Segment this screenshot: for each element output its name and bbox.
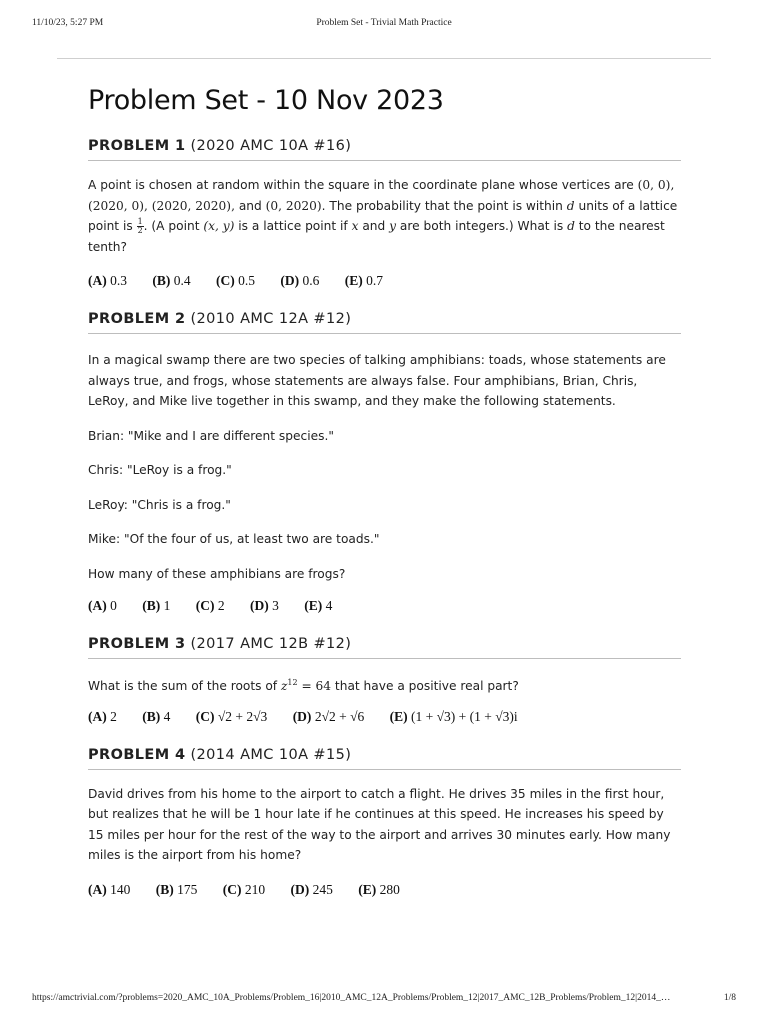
math-vertex: (0, 2020) [265, 198, 322, 213]
choice-value: 0.6 [302, 273, 320, 288]
problem-statement [88, 673, 681, 697]
answer-choices [88, 709, 681, 725]
answer-choice [250, 598, 279, 614]
choice-value: 3 [272, 598, 279, 613]
problem-1 [88, 136, 681, 289]
choice-label: (B) [155, 881, 174, 897]
fraction-denominator: 2 [137, 226, 143, 235]
answer-choice [152, 273, 190, 289]
text: . The probability that the point is within [321, 198, 567, 213]
choice-label: (E) [344, 273, 363, 288]
choice-value: 2 [110, 708, 117, 724]
answer-choice [291, 882, 333, 898]
choice-label: (E) [389, 708, 408, 724]
text: What is the sum of the roots of [88, 679, 281, 693]
choice-value: √2 + 2√3 [217, 708, 268, 724]
top-divider [57, 58, 711, 59]
choice-label: (D) [290, 881, 310, 897]
answer-choice [156, 882, 198, 898]
statement-brian: Brian: "Mike and I are different species." [88, 428, 334, 443]
problem-heading [88, 745, 681, 770]
choice-value: 1 [163, 598, 171, 613]
text: and [234, 198, 266, 213]
math-exponent: 12 [287, 678, 298, 687]
answer-choices [88, 882, 681, 898]
problem-heading [88, 136, 681, 161]
choice-label: (A) [88, 708, 107, 724]
problem-statement [88, 175, 681, 257]
problem-heading [88, 309, 681, 334]
choice-label: (D) [280, 273, 300, 288]
choice-value: 2√2 + √6 [314, 708, 365, 724]
math-var: d [566, 198, 575, 213]
choice-label: (A) [88, 881, 107, 897]
problem-set-content [88, 80, 681, 898]
statement-chris: Chris: "LeRoy is a frog." [88, 463, 232, 477]
math-equation: = 64 [297, 679, 332, 693]
choice-value: 0 [110, 598, 117, 613]
choice-label: (C) [222, 881, 242, 897]
math-vertices: (0, 0), (2020, 0), (2020, 2020), [88, 178, 675, 213]
text: . (A point [143, 219, 204, 233]
choice-value: 245 [312, 881, 333, 897]
answer-choices [88, 598, 681, 614]
choice-label: (E) [358, 881, 377, 897]
answer-choice [358, 882, 400, 898]
text: to the nearest tenth? [88, 219, 665, 254]
choice-value: (1 + √3) + (1 + √3)i [411, 708, 518, 724]
answer-choices [88, 273, 681, 289]
math-var: z [280, 679, 288, 693]
problem-2 [88, 309, 681, 614]
text: units of a lattice point is [88, 198, 678, 233]
choice-label: (A) [88, 598, 107, 613]
text: A point is chosen at random within the square in the coordinate plane whose vertices are [88, 178, 638, 192]
answer-choice [280, 273, 319, 289]
choice-label: (D) [250, 598, 269, 613]
print-datetime: 11/10/23, 5:27 PM [32, 18, 104, 28]
problem-question: How many of these amphibians are frogs? [88, 566, 346, 581]
choice-value: 0.4 [173, 273, 191, 288]
choice-label: (C) [195, 598, 215, 613]
statement-mike: Mike: "Of the four of us, at least two are toads." [88, 532, 380, 546]
problem-3 [88, 634, 681, 725]
answer-choice [345, 273, 383, 289]
choice-value: 4 [163, 708, 171, 724]
answer-choice [304, 598, 332, 614]
choice-label: (B) [142, 708, 161, 724]
choice-value: 0.5 [238, 273, 255, 288]
problem-source: (2014 AMC 10A #15) [190, 746, 352, 763]
answer-choice [88, 882, 130, 898]
choice-label: (C) [195, 708, 215, 724]
choice-label: (B) [152, 273, 171, 288]
answer-choice [223, 882, 265, 898]
answer-choice [142, 709, 170, 725]
answer-choice [293, 709, 365, 725]
text: and [358, 219, 390, 233]
math-var: x [351, 219, 359, 233]
problem-4 [88, 745, 681, 898]
print-doc-title: Problem Set - Trivial Math Practice [316, 18, 452, 28]
statement-leroy: LeRoy: "Chris is a frog." [88, 497, 231, 512]
problem-heading [88, 634, 681, 659]
choice-label: (D) [292, 708, 312, 724]
problem-source: (2020 AMC 10A #16) [190, 138, 352, 154]
problem-number: PROBLEM 4 [88, 746, 186, 763]
problem-number: PROBLEM 3 [88, 636, 186, 652]
page-number: 1/8 [723, 993, 736, 1003]
fraction-numerator: 1 [137, 217, 143, 226]
choice-value: 140 [110, 881, 131, 897]
answer-choice [390, 709, 518, 725]
choice-value: 280 [379, 881, 400, 897]
math-var: y [389, 219, 397, 233]
choice-value: 210 [244, 881, 266, 897]
answer-choice [196, 598, 225, 614]
text: are both integers.) What is [396, 219, 568, 233]
problem-statement: In a magical swamp there are two species of talking amphibians: toads, whose statements are always true, and frogs, whose statements are always false. Four amphibians, Brian, Chris, LeRoy, and Mike live together in this swamp, and they make the following statements. [88, 353, 666, 408]
answer-choice [88, 709, 117, 725]
choice-value: 2 [217, 598, 225, 613]
problem-source: (2017 AMC 12B #12) [190, 636, 352, 652]
choice-value: 0.3 [110, 273, 127, 288]
answer-choice [142, 598, 170, 614]
choice-label: (A) [88, 273, 107, 288]
answer-choice [216, 273, 255, 289]
text: that have a positive real part? [331, 679, 519, 693]
print-url: https://amctrivial.com/?problems=2020_AMC_10A_Problems/Problem_16|2010_AMC_12A_Problems/Problem_12|2017_AMC_12B_Problems/Problem_12|2014_… [32, 993, 671, 1003]
choice-label: (C) [216, 273, 235, 288]
choice-value: 4 [325, 598, 333, 613]
answer-choice [88, 598, 117, 614]
page-title: Problem Set - 10 Nov 2023 [88, 85, 444, 116]
choice-label: (B) [142, 598, 161, 613]
answer-choice [196, 709, 268, 725]
problem-number: PROBLEM 1 [88, 138, 186, 154]
answer-choice [88, 273, 127, 289]
text: is a lattice point if [234, 219, 352, 233]
math-point: (x, y) [203, 219, 235, 233]
choice-value: 0.7 [366, 273, 383, 288]
problem-source: (2010 AMC 12A #12) [190, 311, 352, 327]
problem-number: PROBLEM 2 [88, 311, 186, 327]
choice-value: 175 [177, 881, 198, 897]
math-var: d [567, 219, 575, 233]
problem-statement: David drives from his home to the airport to catch a flight. He drives 35 miles in the first hour, but realizes that he will be 1 hour late if he continues at this speed. He increases his speed by 15 miles per hour for the rest of the way to the airport and arrives 30 minutes early. How many miles is the airport from his home? [88, 786, 671, 862]
fraction [137, 218, 144, 235]
choice-label: (E) [304, 598, 323, 613]
